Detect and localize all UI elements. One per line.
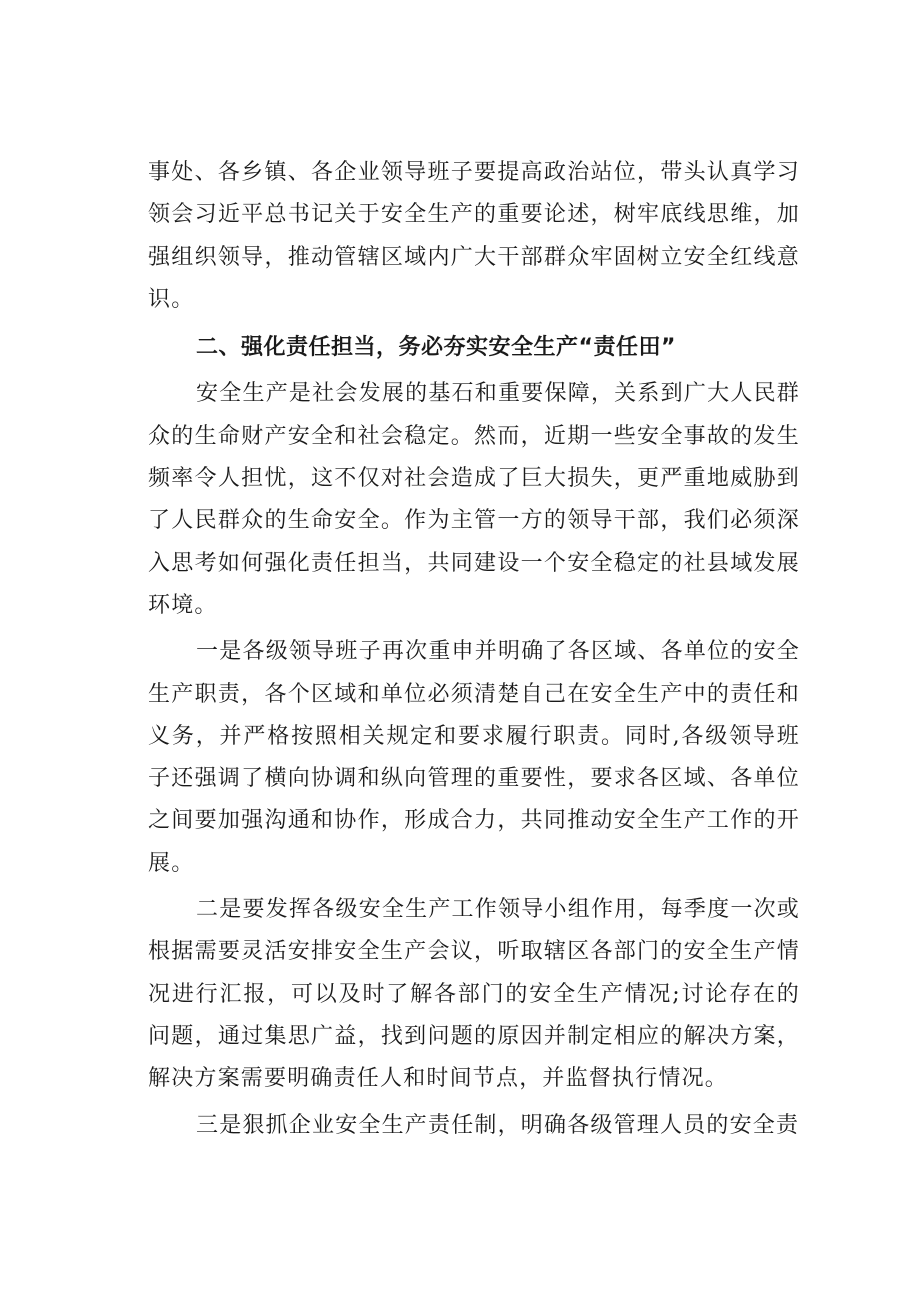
paragraph-point-one: 一是各级领导班子再次重申并明确了各区域、各单位的安全生产职责，各个区域和单位必须清楚自己在安全生产中的责任和义务，并严格按照相关规定和要求履行职责。同时,各级领导班子还强调了横向协调和纵向管理的重要性，要求各区域、各单位之间要加强沟通和协作，形成合力，共同推动安全生产工作的开展。 (148, 639, 800, 876)
paragraph-continued: 事处、各乡镇、各企业领导班子要提高政治站位，带头认真学习领会习近平总书记关于安全生产的重要论述，树牢底线思维，加强组织领导，推动管辖区域内广大干部群众牢固树立安全红线意识。 (148, 160, 800, 312)
paragraph-point-two: 二是要发挥各级安全生产工作领导小组作用，每季度一次或根据需要灵活安排安全生产会议，听取辖区各部门的安全生产情况进行汇报，可以及时了解各部门的安全生产情况;讨论存在的问题，通过集思广益，找到问题的原因并制定相应的解决方案，解决方案需要明确责任人和时间节点，并监督执行情况。 (148, 897, 800, 1092)
paragraph-point-three: 三是狠抓企业安全生产责任制，明确各级管理人员的安全责 (196, 1112, 800, 1138)
document-body (148, 152, 800, 1147)
section-heading: 二、强化责任担当，务必夯实安全生产“责任田” (196, 335, 676, 361)
paragraph-intro: 安全生产是社会发展的基石和重要保障，关系到广大人民群众的生命财产安全和社会稳定。然而，近期一些安全事故的发生频率令人担忧，这不仅对社会造成了巨大损失，更严重地威胁到了人民群众的生命安全。作为主管一方的领导干部，我们必须深入思考如何强化责任担当，共同建设一个安全稳定的社县域发展环境。 (148, 381, 800, 618)
